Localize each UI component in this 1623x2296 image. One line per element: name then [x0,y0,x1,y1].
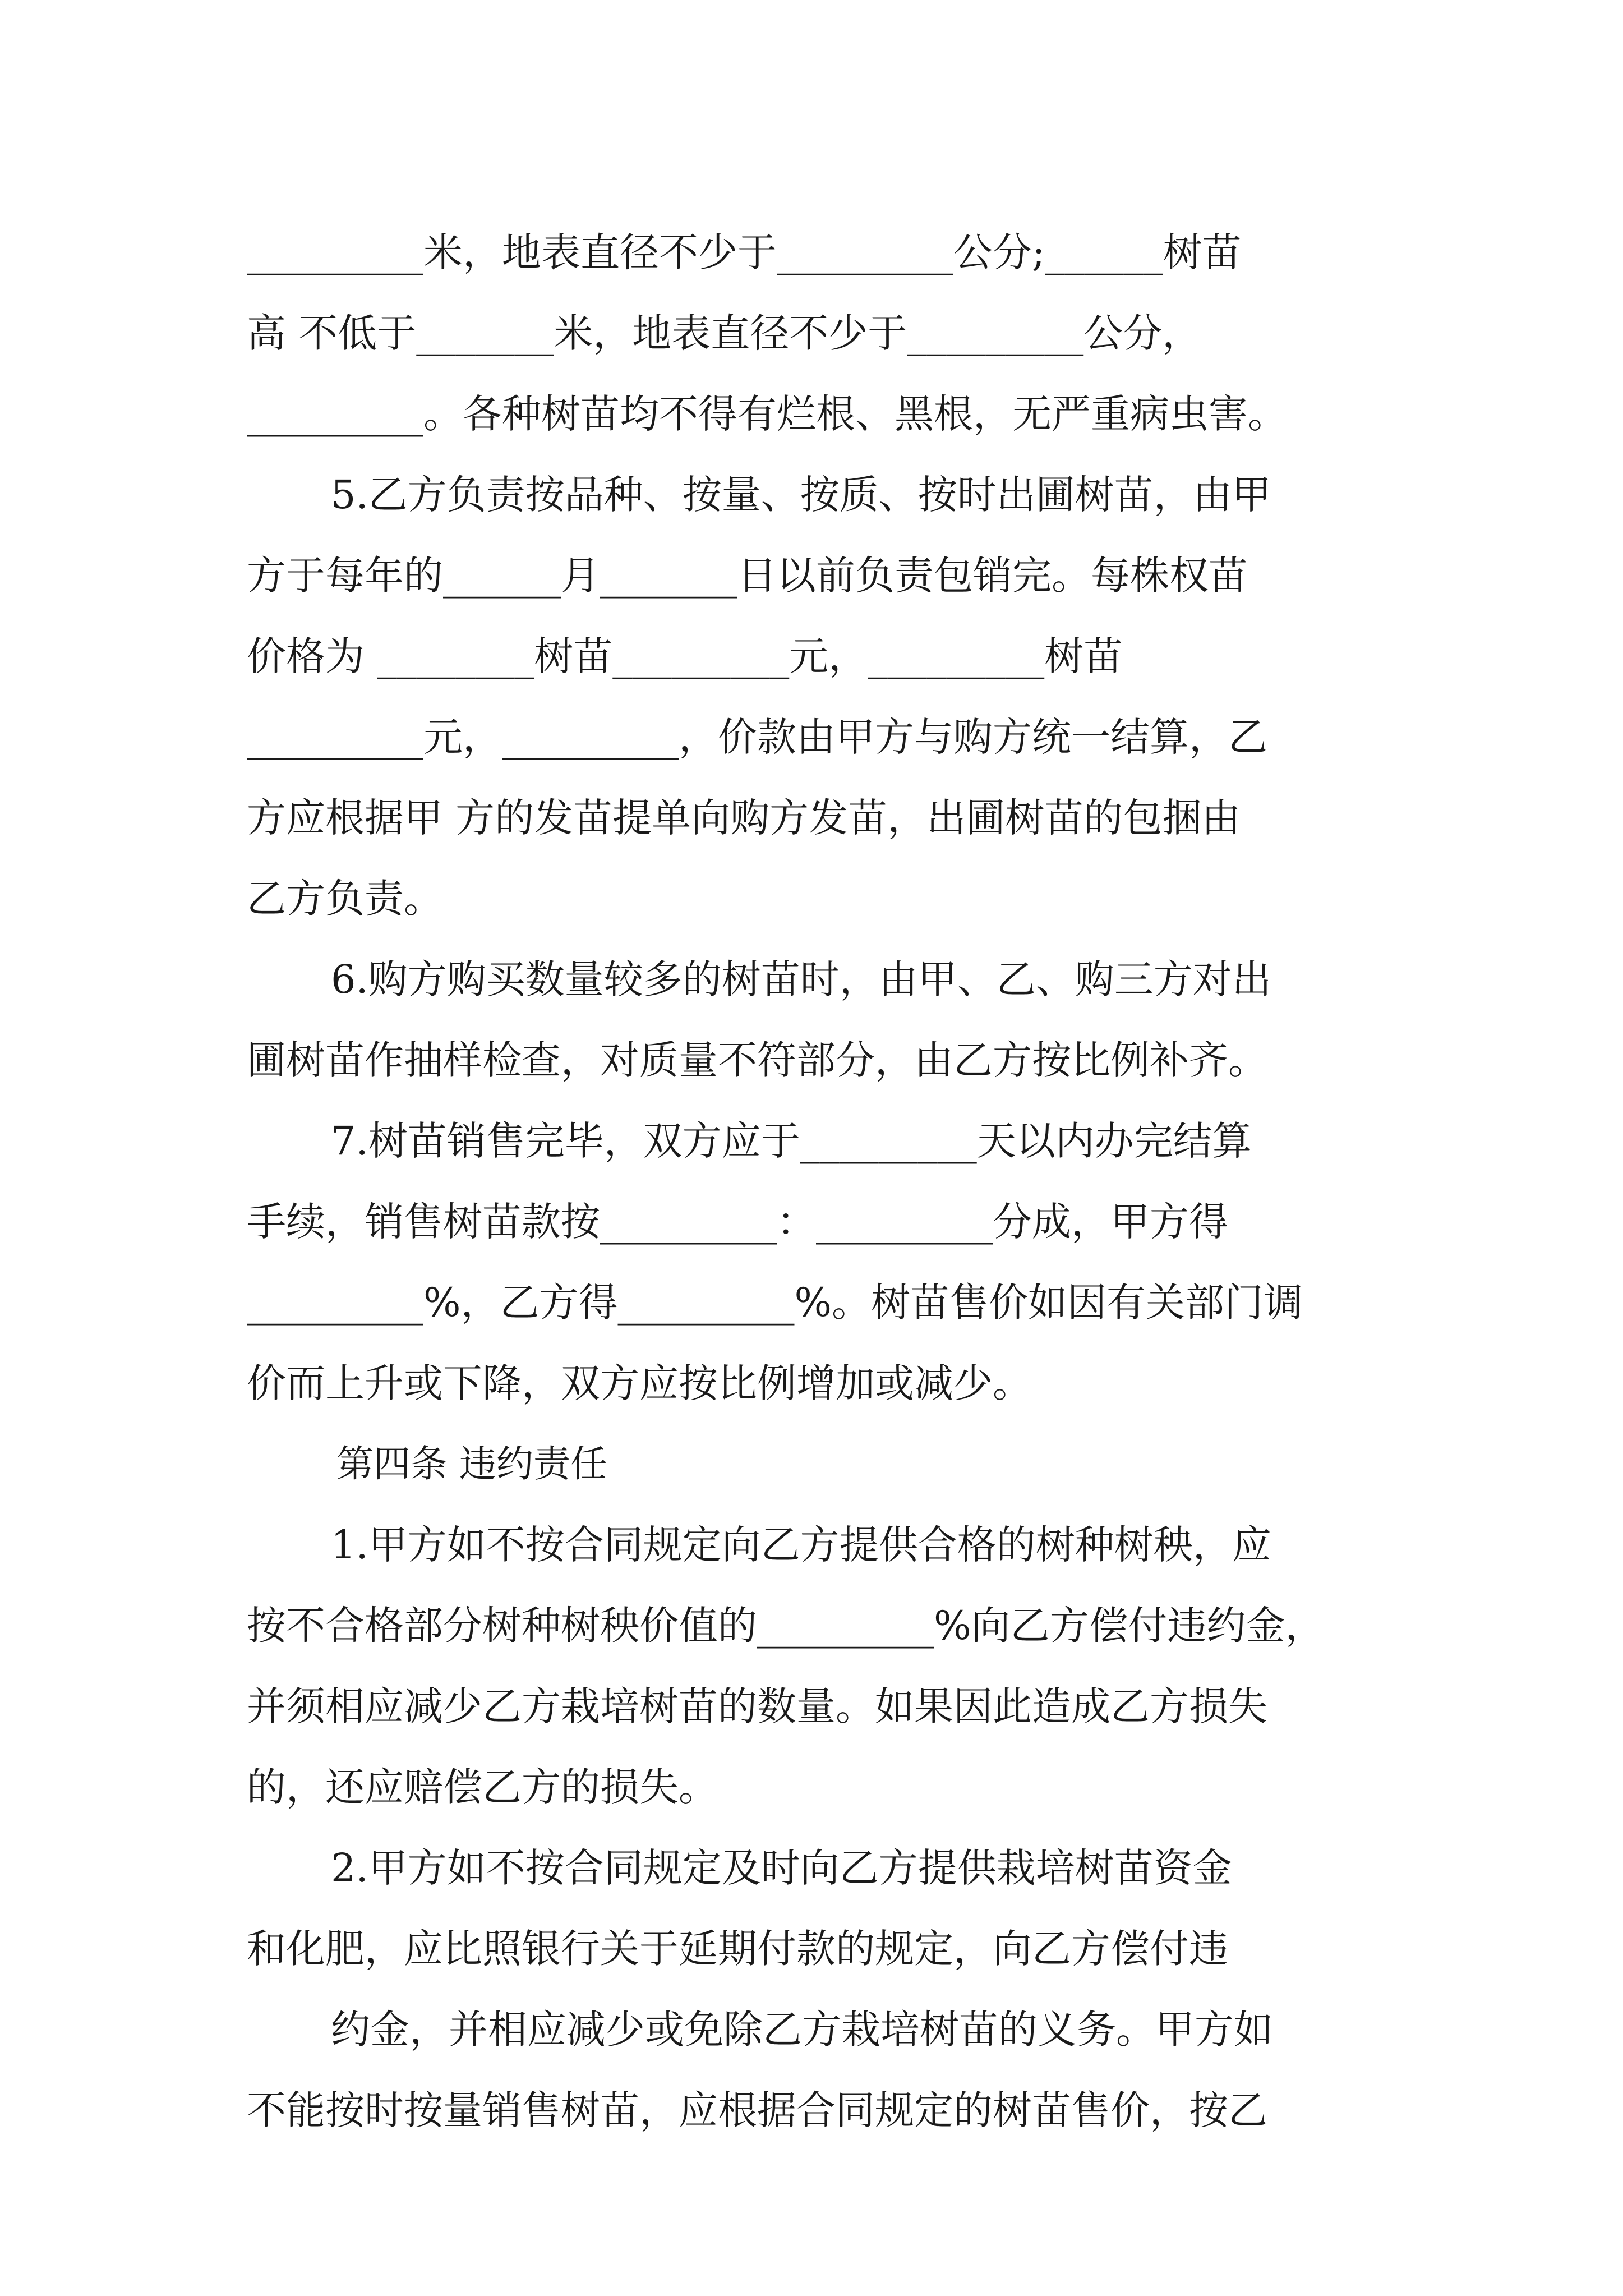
text-line: 价格为 ________树苗_________元，_________树苗 [247,633,1123,679]
document-body [247,212,1380,2151]
text-line: 的，还应赔偿乙方的损失。 [247,1764,718,1810]
section-heading: 第四条 违约责任 [336,1442,607,1485]
text-line: 方于每年的______月_______日以前负责包销完。每株权苗 [247,553,1248,599]
text-line: 7.树苗销售完毕，双方应于_________天以内办完结算 [331,1118,1252,1164]
text-line: 按不合格部分树种树秧价值的_________%向乙方偿付违约金， [247,1603,1325,1649]
text-line: _________%，乙方得_________%。树苗售价如因有关部门调 [247,1280,1303,1326]
text-line: 手续，销售树苗款按_________：_________分成，甲方得 [247,1199,1228,1245]
text-line: _________。各种树苗均不得有烂根、黑根，无严重病虫害。 [247,391,1287,437]
text-line: 并须相应减少乙方栽培树苗的数量。如果因此造成乙方损失 [247,1683,1267,1729]
text-line: 和化肥，应比照银行关于延期付款的规定，向乙方偿付违 [247,1926,1228,1972]
text-line: 方应根据甲 方的发苗提单向购方发苗，出圃树苗的包捆由 [247,795,1241,841]
text-line: _________米，地表直径不少于_________公分;______树苗 [247,229,1242,275]
text-line: 乙方负责。 [247,876,443,922]
text-line: 不能按时按量销售树苗，应根据合同规定的树苗售价，按乙 [247,2087,1267,2133]
text-line: 5.乙方负责按品种、按量、按质、按时出圃树苗，由甲 [331,472,1271,518]
text-line: 6.购方购买数量较多的树苗时，由甲、乙、购三方对出 [331,956,1271,1002]
text-line: _________元，_________，价款由甲方与购方统一结算，乙 [247,714,1267,760]
text-line: 价而上升或下降，双方应按比例增加或减少。 [247,1360,1032,1406]
text-line: 约金，并相应减少或免除乙方栽培树苗的义务。甲方如 [331,2007,1273,2053]
text-line: 高 不低于_______米，地表直径不少于_________公分， [247,310,1202,356]
text-line: 圃树苗作抽样检查，对质量不符部分，由乙方按比例补齐。 [247,1037,1267,1083]
text-line: 1.甲方如不按合同规定向乙方提供合格的树种树秧，应 [331,1522,1271,1568]
text-line: 2.甲方如不按合同规定及时向乙方提供栽培树苗资金 [331,1845,1232,1891]
